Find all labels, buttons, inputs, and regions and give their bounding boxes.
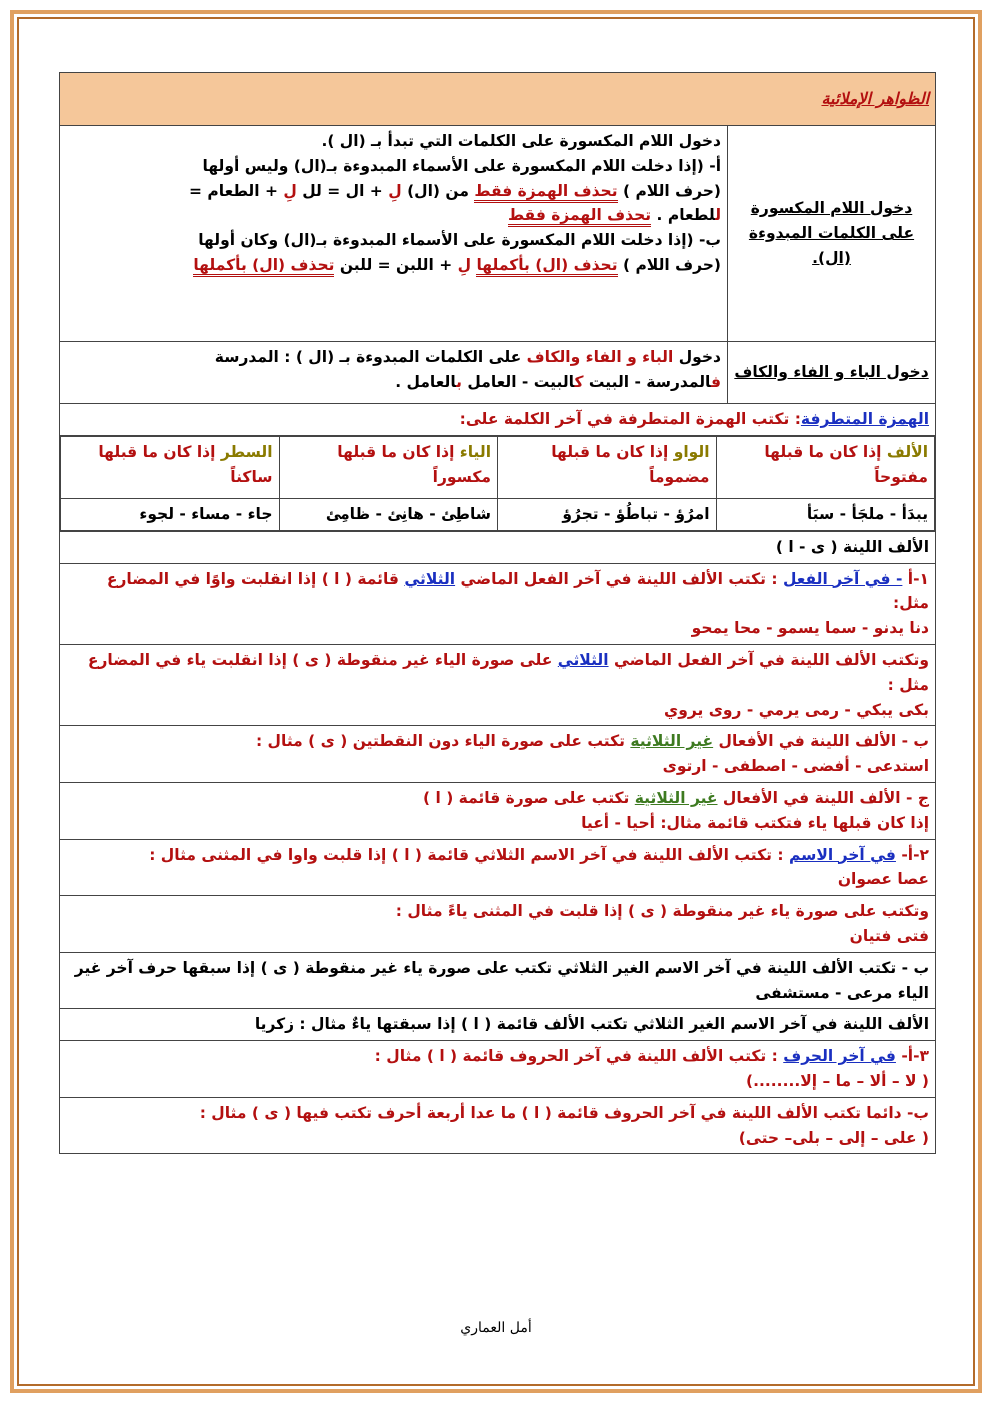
hamza-col-yaa: الياء إذا كان ما قبلها مكسوراً <box>279 436 498 498</box>
lam-content <box>60 126 728 342</box>
lam-row <box>60 126 936 342</box>
hamza-grid-row <box>60 435 936 531</box>
header-row <box>60 73 936 126</box>
lam-b1: ب- (إذا دخلت اللام المكسورة على الأسماء المبدوءة بـ(ال) وكان أولها <box>198 231 722 250</box>
page-title: الظواهر الإملائية <box>821 89 930 109</box>
lam-a2: (حرف اللام ) تحذف الهمزة فقط من (ال) لِ + ال = لل لِ + الطعام = <box>66 179 721 204</box>
alif-3b-row: ب- دائما تكتب الألف اللينة في آخر الحروف قائمة ( ا ) ما عدا أربعة أحرف تكتب فيها ( ى ) مثال : ( على – إلى – بلى– حتى) <box>60 1097 936 1154</box>
lam-side-label: دخول اللام المكسورة على الكلمات المبدوءة (ال). <box>728 126 936 342</box>
alif-3a-examples: ( لا – ألا – ما – إلا........) <box>746 1071 930 1090</box>
alif-1c-examples: استدعى - أفضى - اصطفى - ارتوى <box>662 757 930 776</box>
lam-intro: دخول اللام المكسورة على الكلمات التي تبدأ بـ (ال ). <box>321 132 722 150</box>
alif-2c-row: ب - تكتب الألف اللينة في آخر الاسم الغير الثلاثي تكتب على صورة ياء غير منقوطة ( ى ) إذا سبقها حرف آخر غير الياء مرعى - مستشفى <box>60 952 936 1009</box>
alif-1a-examples: دنا يدنو - سما يسمو - محا يمحو <box>691 619 930 638</box>
alif-1b-row: وتكتب الألف اللينة في آخر الفعل الماضي الثلاثي على صورة الياء غير منقوطة ( ى ) إذا انقلبت ياء في المضارع مثل : بكى يبكي - رمى يرمي - روى يروي <box>60 644 936 725</box>
author-name: أمل العماري <box>460 1320 532 1336</box>
hamza-ex-alif: يبدَأ - ملجَأ - سبَأ <box>716 498 935 530</box>
hamza-grid <box>60 436 935 531</box>
hamza-ex-waw: امرُؤ - تباطُؤ - تجرُؤ <box>498 498 717 530</box>
alif-2b-examples: فتى فتيان <box>849 926 930 945</box>
alif-title-row <box>60 531 936 563</box>
alif-2b-row: وتكتب على صورة ياء غير منقوطة ( ى ) إذا قلبت في المثنى ياءً مثال : فتى فتيان <box>60 896 936 953</box>
baa-content: دخول الباء و الفاء والكاف على الكلمات المبدوءة بـ (ال ) : المدرسة فالمدرسة - البيت كالبيت - العامل بالعامل . <box>60 342 728 404</box>
alif-2d-row: الألف اللينة في آخر الاسم الغير الثلاثي تكتب الألف قائمة ( ا ) إذا سبقتها ياءٌ مثال : زكريا <box>60 1009 936 1041</box>
hamza-ex-yaa: شاطِئ - هانِئ - ظامِئ <box>279 498 498 530</box>
baa-row <box>60 342 936 404</box>
baa-side-label: دخول الباء و الفاء والكاف <box>728 342 936 404</box>
hamza-ex-satr: جاء - مساء - لجوء <box>61 498 280 530</box>
alif-3a-row: ٣-أ- في آخر الحرف : تكتب الألف اللينة في آخر الحروف قائمة ( ا ) مثال : ( لا – ألا – ما – إلا........) <box>60 1041 936 1098</box>
alif-1d-row: ج - الألف اللينة في الأفعال غير الثلاثية تكتب على صورة قائمة ( ا ) إذا كان قبلها ياء فتكتب قائمة مثال: أحيا - أعيا <box>60 782 936 839</box>
alif-1b-examples: بكى يبكي - رمى يرمي - روى يروي <box>664 700 930 719</box>
rules-table <box>59 72 936 1154</box>
alif-1c-row: ب - الألف اللينة في الأفعال غير الثلاثية تكتب على صورة الياء دون النقطتين ( ى ) مثال : استدعى - أفضى - اصطفى - ارتوى <box>60 726 936 783</box>
hamza-col-alif: الألف إذا كان ما قبلها مفتوحاً <box>716 436 935 498</box>
lam-a1: أ- (إذا دخلت اللام المكسورة على الأسماء المبدوءة بـ(ال) وليس أولها <box>202 156 722 175</box>
alif-2a-row: ٢-أ- في آخر الاسم : تكتب الألف اللينة في آخر الاسم الثلاثي قائمة ( ا ) إذا قلبت واوا في المثنى مثال : عصا عصوان <box>60 839 936 896</box>
hamza-title: : تكتب الهمزة المتطرفة في آخر الكلمة على: <box>459 410 801 428</box>
hamza-col-waw: الواو إذا كان ما قبلها مضموماً <box>498 436 717 498</box>
alif-1d-line2: إذا كان قبلها ياء فتكتب قائمة مثال: أحيا - أعيا <box>581 813 930 832</box>
hamza-title-row <box>60 404 936 436</box>
alif-2a-examples: عصا عصوان <box>837 870 930 889</box>
lam-a3: للطعام . تحذف الهمزة فقط <box>66 203 721 228</box>
lam-b2: (حرف اللام ) تحذف (ال) بأكملها لِ + اللبن = للبن تحذف (ال) بأكملها <box>66 253 721 278</box>
alif-title: الألف اللينة ( ى - ا ) <box>60 531 936 563</box>
hamza-col-satr: السطر إذا كان ما قبلها ساكناً <box>61 436 280 498</box>
alif-1a-row: ١-أ - في آخر الفعل : تكتب الألف اللينة في آخر الفعل الماضي الثلاثي قائمة ( ا ) إذا انقلبت واوًا في المضارع مثل: دنا يدنو - سما يسمو - محا يمحو <box>60 563 936 644</box>
hamza-title-keyword: الهمزة المتطرفة <box>800 410 930 428</box>
alif-3b-examples: ( على – إلى – بلى– حتى) <box>738 1128 930 1147</box>
